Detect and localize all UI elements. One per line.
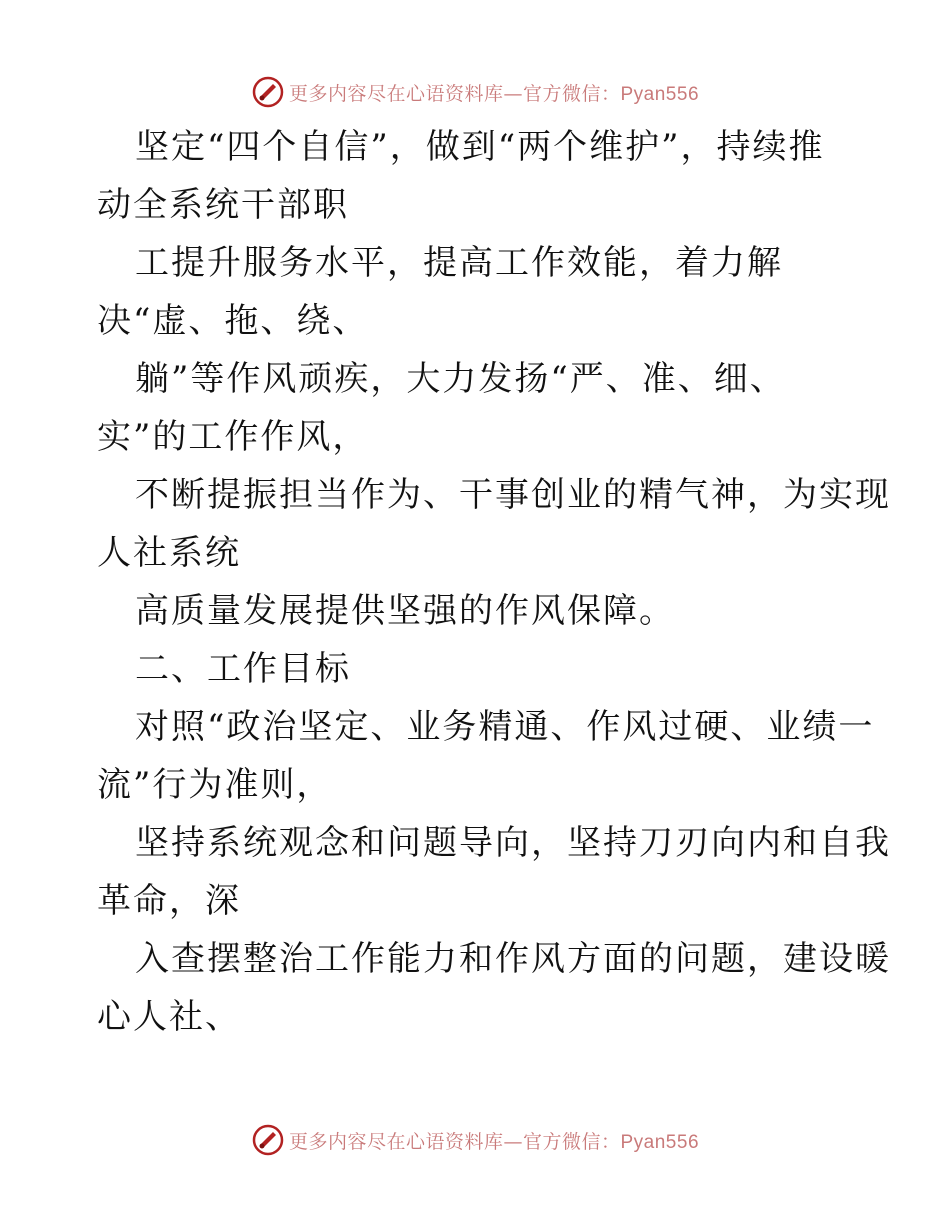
text-line: 入查摆整治工作能力和作风方面的问题，建设暖 bbox=[135, 939, 891, 979]
text-line: 高质量发展提供坚强的作风保障。 bbox=[135, 591, 675, 631]
text-line: 革命，深 bbox=[97, 881, 241, 921]
document-body bbox=[97, 118, 897, 1046]
logo-icon bbox=[251, 75, 285, 109]
logo-icon bbox=[251, 1123, 285, 1157]
footer-watermark bbox=[0, 1120, 950, 1160]
watermark-account: Pyan556 bbox=[620, 1131, 700, 1153]
text-line: 坚持系统观念和问题导向，坚持刀刃向内和自我 bbox=[135, 823, 891, 863]
text-line: 躺”等作风顽疾，大力发扬“严、准、细、 bbox=[135, 359, 786, 399]
text-line: 对照“政治坚定、业务精通、作风过硬、业绩一 bbox=[135, 707, 875, 747]
text-line: 二、工作目标 bbox=[135, 649, 351, 689]
watermark-account: Pyan556 bbox=[620, 83, 700, 105]
header-watermark bbox=[0, 72, 950, 112]
text-line: 心人社、 bbox=[97, 997, 241, 1037]
text-line: 动全系统干部职 bbox=[97, 185, 349, 225]
text-line: 工提升服务水平，提高工作效能，着力解 bbox=[135, 243, 783, 283]
watermark-text: 更多内容尽在心语资料库—官方微信：Pyan556 bbox=[288, 82, 700, 105]
watermark-text: 更多内容尽在心语资料库—官方微信：Pyan556 bbox=[288, 1130, 700, 1153]
text-line: 坚定“四个自信”，做到“两个维护”，持续推 bbox=[135, 127, 825, 167]
text-line: 人社系统 bbox=[97, 533, 241, 573]
text-line: 决“虚、拖、绕、 bbox=[97, 301, 369, 341]
text-line: 流”行为准则， bbox=[97, 765, 333, 805]
text-line: 实”的工作作风， bbox=[97, 417, 369, 457]
text-line: 不断提振担当作为、干事创业的精气神，为实现 bbox=[135, 475, 891, 515]
